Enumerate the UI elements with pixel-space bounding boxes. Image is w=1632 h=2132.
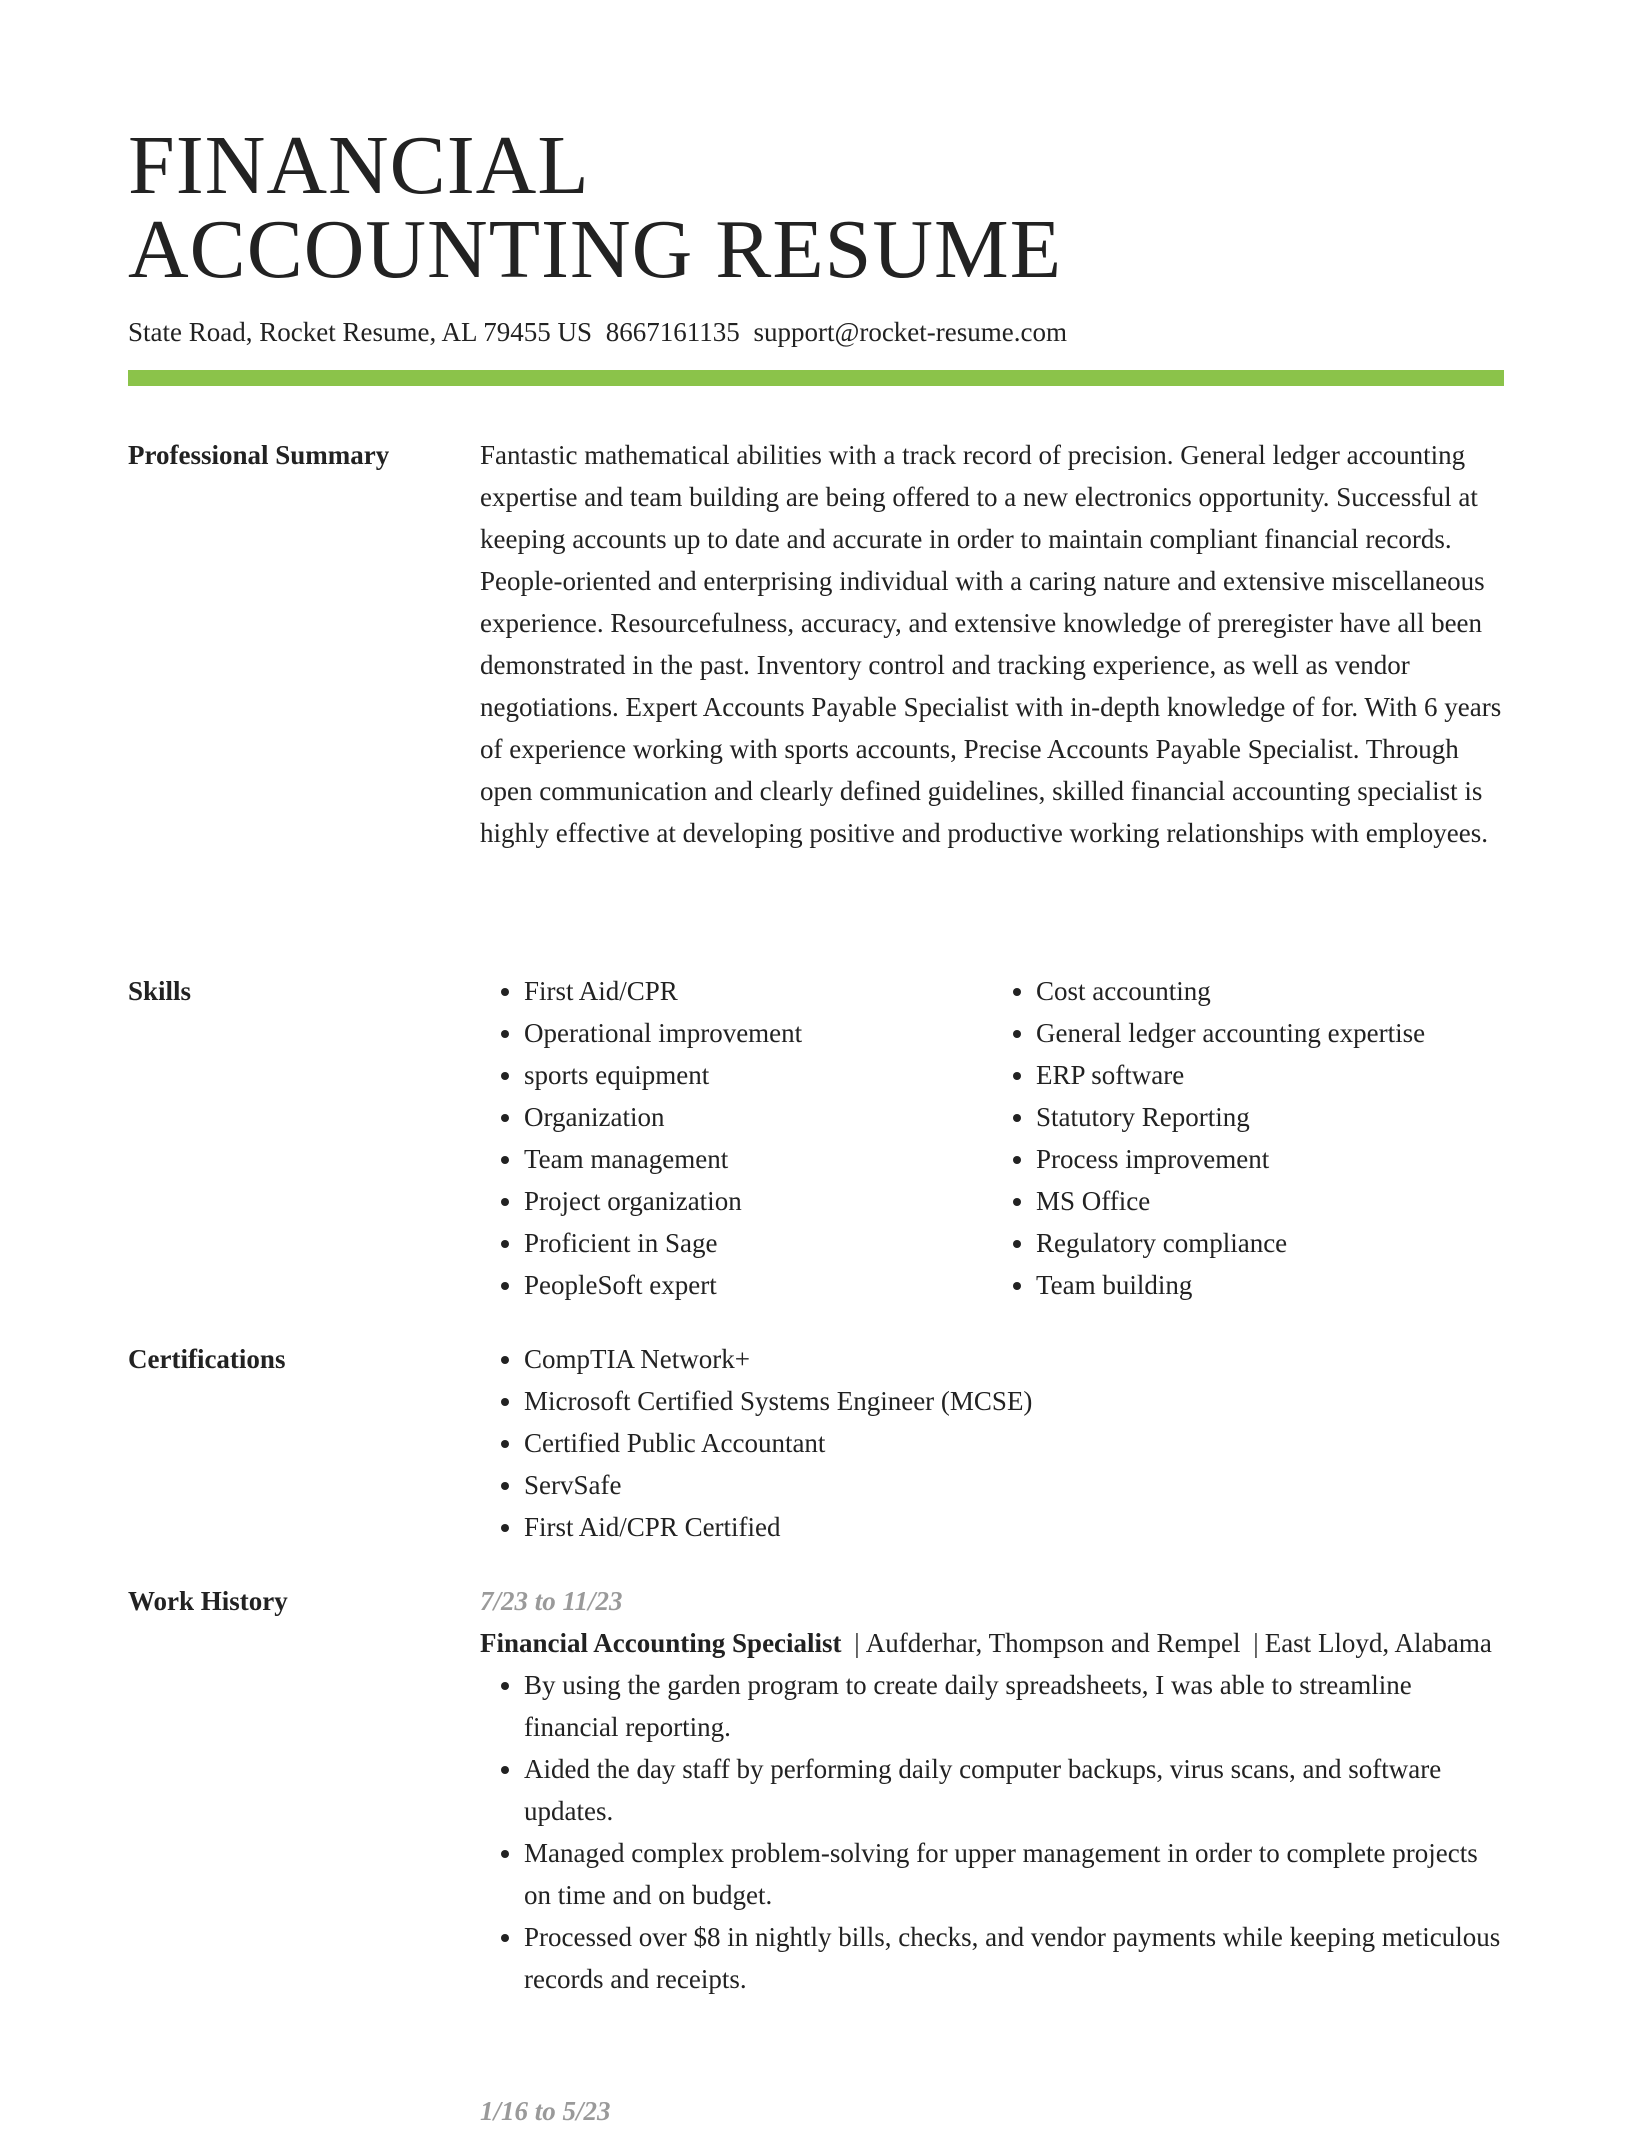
contact-line <box>128 314 1067 350</box>
skills-list-left <box>480 970 992 1306</box>
certification-item: • Microsoft Certified Systems Engineer (MCSE) <box>524 1380 1504 1422</box>
skill-item: • Process improvement <box>1036 1138 1504 1180</box>
resume-title <box>128 119 1063 296</box>
job-dates: 7/23 to 11/23 <box>480 1586 623 1616</box>
job-bullet: • Managed complex problem-solving for upper management in order to complete projects on time and on budget. <box>524 1832 1504 1916</box>
skill-item: • Regulatory compliance <box>1036 1222 1504 1264</box>
skill-item: • Cost accounting <box>1036 970 1504 1012</box>
job-bullet: • By using the garden program to create daily spreadsheets, I was able to streamline financial reporting. <box>524 1664 1504 1748</box>
skill-item: • First Aid/CPR <box>524 970 992 1012</box>
skill-item: • sports equipment <box>524 1054 992 1096</box>
job-heading <box>480 1622 1504 1664</box>
job-bullet: • Aided the day staff by performing daily computer backups, virus scans, and software updates. <box>524 1748 1504 1832</box>
skill-item: • Operational improvement <box>524 1012 992 1054</box>
certification-item: • CompTIA Network+ <box>524 1338 1504 1380</box>
certifications-body <box>480 1338 1504 1548</box>
skill-item: • Statutory Reporting <box>1036 1096 1504 1138</box>
certification-item: • First Aid/CPR Certified <box>524 1506 1504 1548</box>
skill-item: • MS Office <box>1036 1180 1504 1222</box>
skill-item: • PeopleSoft expert <box>524 1264 992 1306</box>
phone: 8667161135 <box>605 317 740 347</box>
certifications-list <box>480 1338 1504 1548</box>
job-bullets <box>480 1664 1504 2000</box>
skill-item: • Organization <box>524 1096 992 1138</box>
address: State Road, Rocket Resume, AL 79455 US <box>128 317 592 347</box>
next-job-dates: 1/16 to 5/23 <box>480 2096 611 2126</box>
skill-item: • Team management <box>524 1138 992 1180</box>
skill-item: • General ledger accounting expertise <box>1036 1012 1504 1054</box>
summary-body <box>480 434 1504 854</box>
job-title: Financial Accounting Specialist <box>480 1628 842 1658</box>
email: support@rocket-resume.com <box>753 317 1067 347</box>
title-line-1: FINANCIAL <box>128 119 590 212</box>
job-separator: | <box>1253 1628 1259 1658</box>
job-bullet: • Processed over $8 in nightly bills, checks, and vendor payments while keeping meticulous records and receipts. <box>524 1916 1504 2000</box>
work-history-heading: Work History <box>128 1586 288 1616</box>
summary-heading: Professional Summary <box>128 440 390 470</box>
skills-heading: Skills <box>128 976 192 1006</box>
accent-divider <box>128 370 1504 386</box>
title-line-2: ACCOUNTING RESUME <box>128 203 1063 296</box>
skill-item: • ERP software <box>1036 1054 1504 1096</box>
job-location: East Lloyd, Alabama <box>1264 1628 1492 1658</box>
skill-item: • Proficient in Sage <box>524 1222 992 1264</box>
skill-item: • Project organization <box>524 1180 992 1222</box>
job-separator: | <box>854 1628 860 1658</box>
certifications-heading: Certifications <box>128 1344 286 1374</box>
summary-text: Fantastic mathematical abilities with a track record of precision. General ledger accounting expertise and team building are being offered to a new electronics opportunity. Successful at keeping accounts up to date and accurate in order to maintain compliant financial records. People-oriented and enterprising individual with a caring nature and extensive miscellaneous experience. Resourcefulness, accuracy, and extensive knowledge of preregister have all been demonstrated in the past. Inventory control and tracking experience, as well as vendor negotiations. Expert Accounts Payable Specialist with in-depth knowledge of for. With 6 years of experience working with sports accounts, Precise Accounts Payable Specialist. Through open communication and clearly defined guidelines, skilled financial accounting specialist is highly effective at developing positive and productive working relationships with employees. <box>480 440 1502 848</box>
certification-item: • ServSafe <box>524 1464 1504 1506</box>
skills-body <box>480 970 1504 1306</box>
skills-list-right <box>992 970 1504 1306</box>
job-company: Aufderhar, Thompson and Rempel <box>865 1628 1241 1658</box>
work-history-body <box>480 1580 1504 2000</box>
certification-item: • Certified Public Accountant <box>524 1422 1504 1464</box>
skill-item: • Team building <box>1036 1264 1504 1306</box>
